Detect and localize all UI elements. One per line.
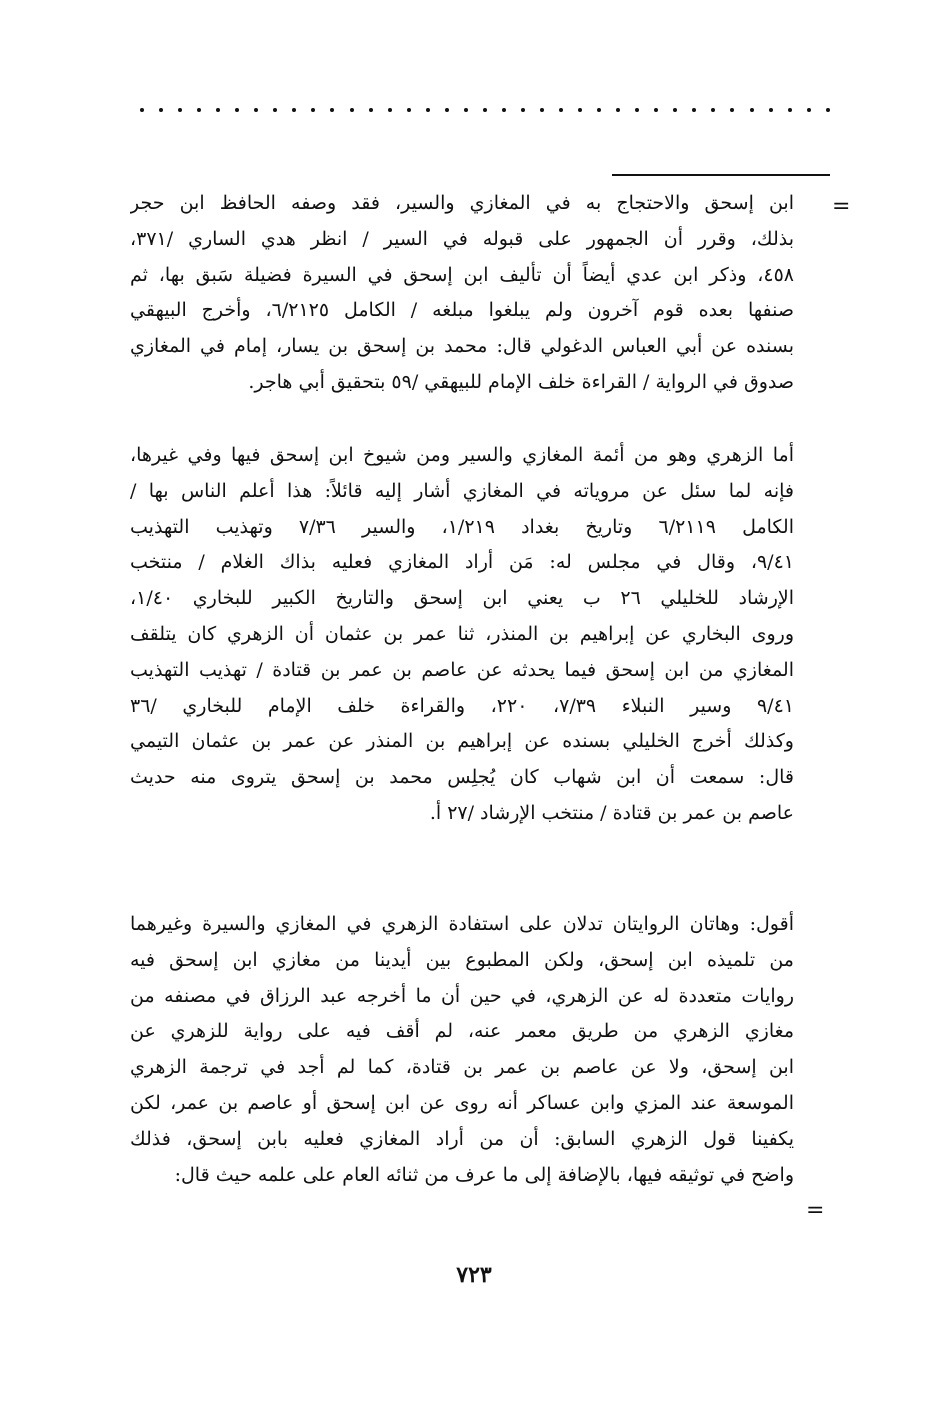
separator-dot — [616, 108, 620, 112]
separator-dot — [788, 108, 792, 112]
separator-dot — [483, 108, 487, 112]
text-line: أما الزهري وهو من أئمة المغازي والسير ومن شيوخ ابن إسحق فيها وفي غيرها، — [130, 444, 794, 466]
separator-dot — [711, 108, 715, 112]
continuation-mark-bottom: = — [806, 1198, 825, 1223]
separator-dot — [388, 108, 392, 112]
text-line: مغازي الزهري من طريق معمر عنه، لم أقف فيه على رواية للزهري عن — [130, 1020, 794, 1043]
separator-dot — [350, 108, 354, 112]
separator-dot — [559, 108, 563, 112]
dotted-separator — [140, 102, 830, 118]
separator-dot — [311, 108, 315, 112]
separator-dot — [407, 108, 411, 112]
text-line: فإنه لما سئل عن مروياته في المغازي أشار إليه قائلاً: هذا أعلم الناس بها / — [130, 479, 794, 502]
text-line: بذلك، وقرر أن الجمهور على قبوله في السير / انظر هدي الساري /٣٧١، — [130, 227, 794, 250]
text-line: المغازي من ابن إسحق فيما يحدثه عن عاصم بن عمر بن قتادة / تهذيب التهذيب — [130, 658, 794, 681]
footnote-paragraph-3 — [130, 907, 794, 1193]
separator-dot — [540, 108, 544, 112]
separator-dot — [635, 108, 639, 112]
text-line: روايات متعددة له عن الزهري، في حين أن ما أخرجه عبد الرزاق في مصنفه من — [130, 984, 794, 1007]
separator-dot — [521, 108, 525, 112]
footnote-paragraph-2 — [130, 438, 794, 832]
text-line: وكذلك أخرج الخليلي بسنده عن إبراهيم بن المنذر عن عمر بن عثمان التيمي — [130, 730, 794, 753]
separator-dot — [273, 108, 277, 112]
separator-dot — [426, 108, 430, 112]
separator-dot — [692, 108, 696, 112]
separator-dot — [197, 108, 201, 112]
separator-dot — [730, 108, 734, 112]
text-line: الإرشاد للخليلي ٢٦ ب يعني ابن إسحق والتاريخ الكبير للبخاري ١/٤٠، — [130, 587, 794, 610]
text-line: ٩/٤١، وقال في مجلس له: مَن أراد المغازي فعليه بذاك الغلام / منتخب — [130, 551, 794, 574]
separator-dot — [254, 108, 258, 112]
continuation-mark-top: = — [832, 194, 851, 219]
separator-dot — [445, 108, 449, 112]
page-number: ٧٢٣ — [456, 1262, 492, 1288]
text-line: صدوق في الرواية / القراءة خلف الإمام للبيهقي /٥٩ بتحقيق أبي هاجر. — [248, 370, 794, 393]
separator-dot — [140, 108, 144, 112]
separator-dot — [292, 108, 296, 112]
separator-dot — [235, 108, 239, 112]
separator-dot — [807, 108, 811, 112]
footnote-paragraph-1 — [130, 186, 794, 401]
text-line: بسنده عن أبي العباس الدغولي قال: محمد بن إسحق بن يسار، إمام في المغازي — [130, 335, 794, 358]
text-line: الموسعة عند المزي وابن عساكر أنه روى عن ابن إسحق أو عاصم بن عمر، لكن — [130, 1091, 794, 1114]
text-line: عاصم بن عمر بن قتادة / منتخب الإرشاد /٢٧ أ. — [429, 801, 794, 824]
separator-dot — [369, 108, 373, 112]
separator-dot — [769, 108, 773, 112]
separator-dot — [330, 108, 334, 112]
text-line: صنفها بعده قوم آخرون ولم يبلغوا مبلغه / الكامل ٦/٢١٢٥، وأخرج البيهقي — [130, 299, 794, 322]
text-line: ابن إسحق، ولا عن عاصم بن عمر بن قتادة، كما لم أجد في ترجمة الزهري — [130, 1056, 794, 1079]
text-line: يكفينا قول الزهري السابق: أن من أراد المغازي فعليه بابن إسحق، فذلك — [130, 1127, 794, 1150]
text-line: وروى البخاري عن إبراهيم بن المنذر، ثنا عمر بن عثمان أن الزهري كان يتلقف — [130, 622, 794, 645]
text-line: ٩/٤١ وسير النبلاء ٧/٣٩، ٢٢٠، والقراءة خلف الإمام للبخاري /٣٦ — [130, 694, 794, 717]
footnote-rule — [612, 174, 830, 176]
text-line: أقول: وهاتان الروايتان تدلان على استفادة الزهري في المغازي والسيرة وغيرهما — [130, 913, 794, 935]
separator-dot — [502, 108, 506, 112]
separator-dot — [673, 108, 677, 112]
separator-dot — [654, 108, 658, 112]
separator-dot — [464, 108, 468, 112]
text-line: ابن إسحق والاحتجاج به في المغازي والسير، فقد وصفه الحافظ ابن حجر — [130, 192, 794, 214]
separator-dot — [178, 108, 182, 112]
text-line: واضح في توثيقه فيها، بالإضافة إلى ما عرف من ثنائه العام على علمه حيث قال: — [174, 1163, 794, 1186]
text-line: الكامل ٦/٢١١٩ وتاريخ بغداد ١/٢١٩، والسير ٧/٣٦ وتهذيب التهذيب — [130, 515, 794, 538]
separator-dot — [159, 108, 163, 112]
separator-dot — [750, 108, 754, 112]
separator-dot — [597, 108, 601, 112]
text-line: ٤٥٨، وذكر ابن عدي أيضاً أن تأليف ابن إسحق في السيرة فضيلة سَبق بها، ثم — [130, 263, 794, 286]
text-line: من تلميذه ابن إسحق، ولكن المطبوع بين أيدينا من مغازي ابن إسحق فيه — [130, 948, 794, 971]
separator-dot — [826, 108, 830, 112]
separator-dot — [216, 108, 220, 112]
separator-dot — [578, 108, 582, 112]
text-line: قال: سمعت أن ابن شهاب كان يُجلِس محمد بن إسحق يتروى منه حديث — [130, 766, 794, 789]
